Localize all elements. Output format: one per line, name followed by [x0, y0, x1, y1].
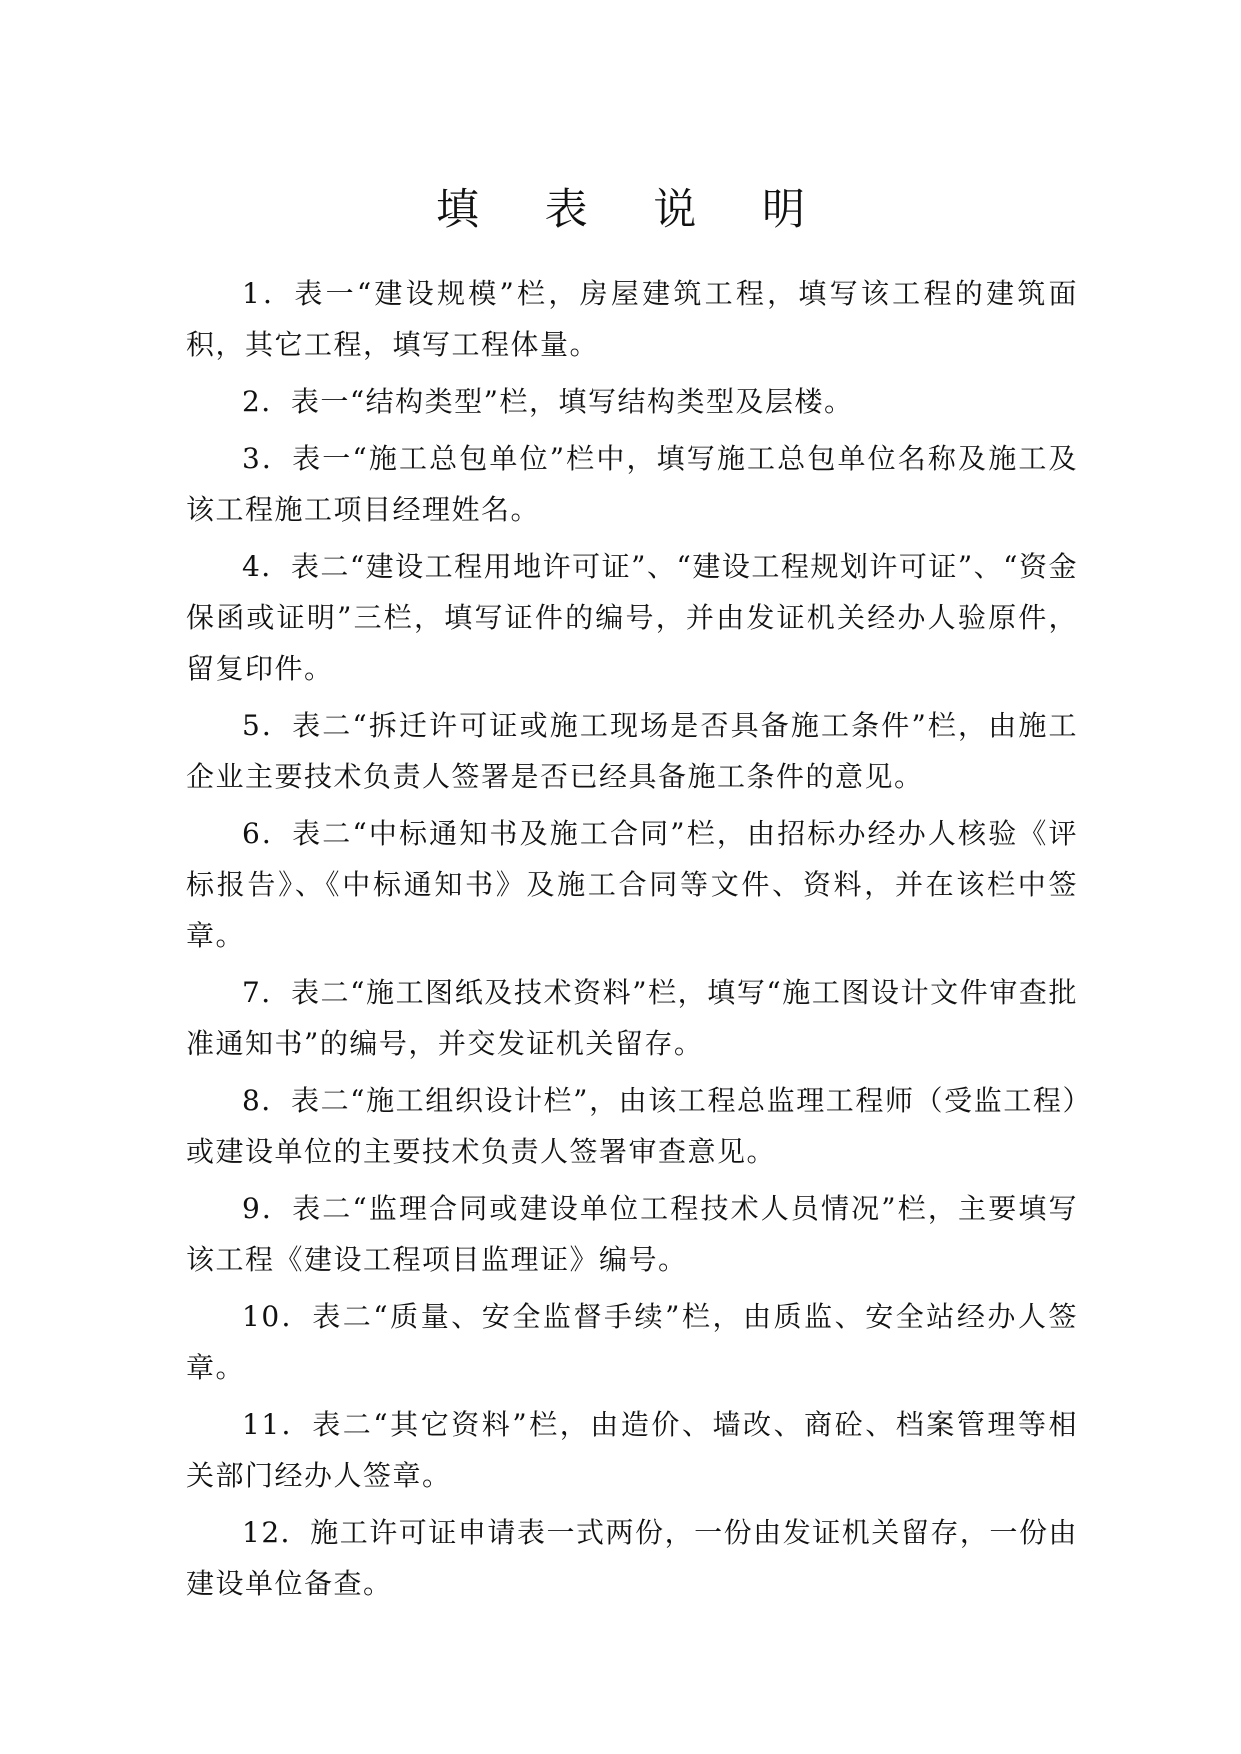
instruction-item-3: 3．表一“施工总包单位”栏中，填写施工总包单位名称及施工及该工程施工项目经理姓名。 — [186, 442, 1078, 526]
instruction-item-7: 7．表二“施工图纸及技术资料”栏，填写“施工图设计文件审查批准通知书”的编号，并交发证机关留存。 — [186, 976, 1078, 1060]
page-title: 填 表 说 明 — [435, 185, 831, 235]
instructions-list — [186, 268, 1078, 1615]
instruction-item-10: 10．表二“质量、安全监督手续”栏，由质监、安全站经办人签章。 — [186, 1300, 1078, 1384]
instruction-item-4: 4．表二“建设工程用地许可证”、“建设工程规划许可证”、“资金保函或证明”三栏，填写证件的编号，并由发证机关经办人验原件，留复印件。 — [186, 550, 1078, 685]
instruction-item-11: 11．表二“其它资料”栏，由造价、墙改、商砼、档案管理等相关部门经办人签章。 — [186, 1408, 1078, 1492]
instruction-item-12: 12．施工许可证申请表一式两份，一份由发证机关留存，一份由建设单位备查。 — [186, 1516, 1078, 1600]
instruction-item-1: 1．表一“建设规模”栏，房屋建筑工程，填写该工程的建筑面积，其它工程，填写工程体量。 — [186, 277, 1078, 361]
instruction-item-8: 8．表二“施工组织设计栏”，由该工程总监理工程师（受监工程）或建设单位的主要技术负责人签署审查意见。 — [186, 1084, 1078, 1168]
instruction-item-5: 5．表二“拆迁许可证或施工现场是否具备施工条件”栏，由施工企业主要技术负责人签署是否已经具备施工条件的意见。 — [186, 709, 1078, 793]
instruction-item-2: 2．表一“结构类型”栏，填写结构类型及层楼。 — [242, 385, 854, 418]
instruction-item-6: 6．表二“中标通知书及施工合同”栏，由招标办经办人核验《评标报告》、《中标通知书》及施工合同等文件、资料，并在该栏中签章。 — [186, 817, 1078, 952]
instruction-item-9: 9．表二“监理合同或建设单位工程技术人员情况”栏，主要填写该工程《建设工程项目监理证》编号。 — [186, 1192, 1078, 1276]
